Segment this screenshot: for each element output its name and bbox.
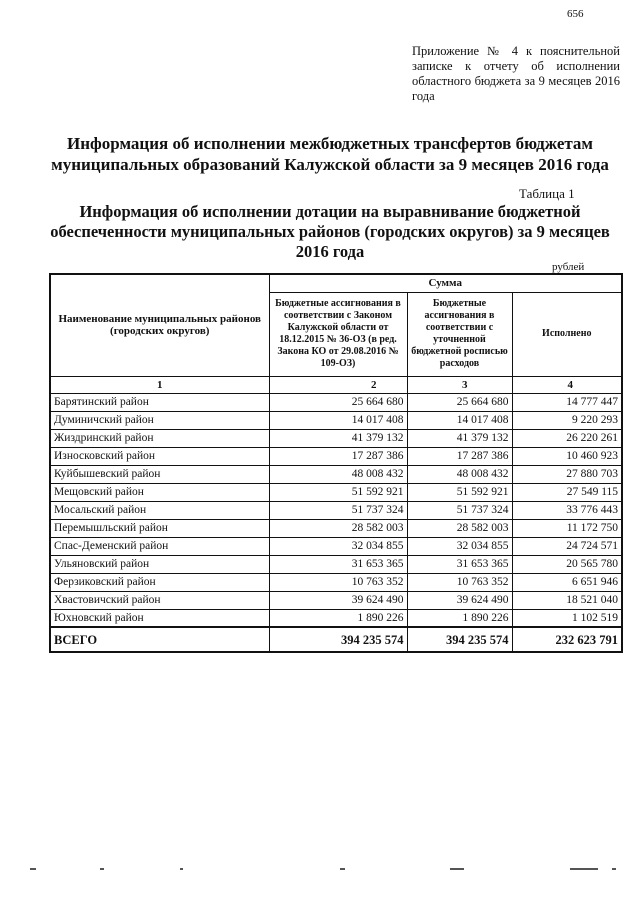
executed-value: 9 220 293 [512, 411, 622, 429]
roster-allocation-value: 51 592 921 [407, 483, 512, 501]
total-label: ВСЕГО [50, 627, 269, 652]
col-number: 1 [50, 376, 269, 393]
unit-label: рублей [552, 261, 585, 273]
district-name: Ульяновский район [50, 555, 269, 573]
table-row [50, 555, 622, 573]
table-row [50, 519, 622, 537]
header-name: Наименование муниципальных районов (городских округов) [50, 274, 269, 376]
executed-value: 6 651 946 [512, 573, 622, 591]
total-roster-allocation: 394 235 574 [407, 627, 512, 652]
executed-value: 14 777 447 [512, 393, 622, 411]
total-law-allocation: 394 235 574 [269, 627, 407, 652]
district-name: Жиздринский район [50, 429, 269, 447]
table-row [50, 393, 622, 411]
law-allocation-value: 51 592 921 [269, 483, 407, 501]
table-row [50, 447, 622, 465]
district-name: Мещовский район [50, 483, 269, 501]
district-name: Думиничский район [50, 411, 269, 429]
total-executed: 232 623 791 [512, 627, 622, 652]
executed-value: 10 460 923 [512, 447, 622, 465]
district-name: Юхновский район [50, 609, 269, 627]
law-allocation-value: 32 034 855 [269, 537, 407, 555]
executed-value: 26 220 261 [512, 429, 622, 447]
law-allocation-value: 17 287 386 [269, 447, 407, 465]
law-allocation-value: 25 664 680 [269, 393, 407, 411]
table-row [50, 609, 622, 627]
executed-value: 27 880 703 [512, 465, 622, 483]
page-number: 656 [567, 8, 584, 20]
roster-allocation-value: 25 664 680 [407, 393, 512, 411]
district-name: Износковский район [50, 447, 269, 465]
executed-value: 20 565 780 [512, 555, 622, 573]
header-executed: Исполнено [512, 292, 622, 376]
col-number: 2 [269, 376, 407, 393]
executed-value: 27 549 115 [512, 483, 622, 501]
table-header [50, 274, 622, 393]
header-sum: Сумма [269, 274, 622, 292]
table-row [50, 465, 622, 483]
subsidy-table [49, 273, 623, 653]
law-allocation-value: 28 582 003 [269, 519, 407, 537]
executed-value: 18 521 040 [512, 591, 622, 609]
table-row [50, 411, 622, 429]
district-name: Барятинский район [50, 393, 269, 411]
table-row [50, 483, 622, 501]
roster-allocation-value: 32 034 855 [407, 537, 512, 555]
header-law-allocation: Бюджетные ассигнования в соответствии с Законом Калужской области от 18.12.2015 № 36-ОЗ (в ред. Закона КО от 29.08.2016 № 109-ОЗ) [269, 292, 407, 376]
table-body [50, 393, 622, 652]
law-allocation-value: 31 653 365 [269, 555, 407, 573]
law-allocation-value: 39 624 490 [269, 591, 407, 609]
table-row [50, 591, 622, 609]
col-number: 4 [512, 376, 622, 393]
executed-value: 33 776 443 [512, 501, 622, 519]
appendix-note: Приложение № 4 к пояснительной записке к отчету об исполнении областного бюджета за 9 месяцев 2016 года [412, 44, 620, 103]
executed-value: 24 724 571 [512, 537, 622, 555]
table-row [50, 573, 622, 591]
main-title: Информация об исполнении межбюджетных трансфертов бюджетам муниципальных образований Калужской области за 9 месяцев 2016 года [51, 134, 609, 174]
law-allocation-value: 48 008 432 [269, 465, 407, 483]
roster-allocation-value: 17 287 386 [407, 447, 512, 465]
roster-allocation-value: 48 008 432 [407, 465, 512, 483]
district-name: Хвастовичский район [50, 591, 269, 609]
district-name: Перемышльский район [50, 519, 269, 537]
law-allocation-value: 14 017 408 [269, 411, 407, 429]
table-title: Информация об исполнении дотации на выравнивание бюджетной обеспеченности муниципальных районов (городских округов) за 9 месяцев 2016 года [50, 202, 610, 261]
table-row [50, 429, 622, 447]
roster-allocation-value: 41 379 132 [407, 429, 512, 447]
roster-allocation-value: 31 653 365 [407, 555, 512, 573]
roster-allocation-value: 14 017 408 [407, 411, 512, 429]
roster-allocation-value: 39 624 490 [407, 591, 512, 609]
law-allocation-value: 1 890 226 [269, 609, 407, 627]
law-allocation-value: 10 763 352 [269, 573, 407, 591]
district-name: Мосальский район [50, 501, 269, 519]
roster-allocation-value: 1 890 226 [407, 609, 512, 627]
district-name: Куйбышевский район [50, 465, 269, 483]
district-name: Спас-Деменский район [50, 537, 269, 555]
law-allocation-value: 41 379 132 [269, 429, 407, 447]
col-number: 3 [407, 376, 512, 393]
law-allocation-value: 51 737 324 [269, 501, 407, 519]
roster-allocation-value: 28 582 003 [407, 519, 512, 537]
executed-value: 1 102 519 [512, 609, 622, 627]
table-number: Таблица 1 [519, 186, 575, 201]
table-row [50, 501, 622, 519]
roster-allocation-value: 10 763 352 [407, 573, 512, 591]
executed-value: 11 172 750 [512, 519, 622, 537]
header-roster-allocation: Бюджетные ассигнования в соответствии с уточненной бюджетной росписью расходов [407, 292, 512, 376]
roster-allocation-value: 51 737 324 [407, 501, 512, 519]
district-name: Ферзиковский район [50, 573, 269, 591]
scan-artifacts [30, 868, 620, 874]
total-row [50, 627, 622, 652]
table-row [50, 537, 622, 555]
